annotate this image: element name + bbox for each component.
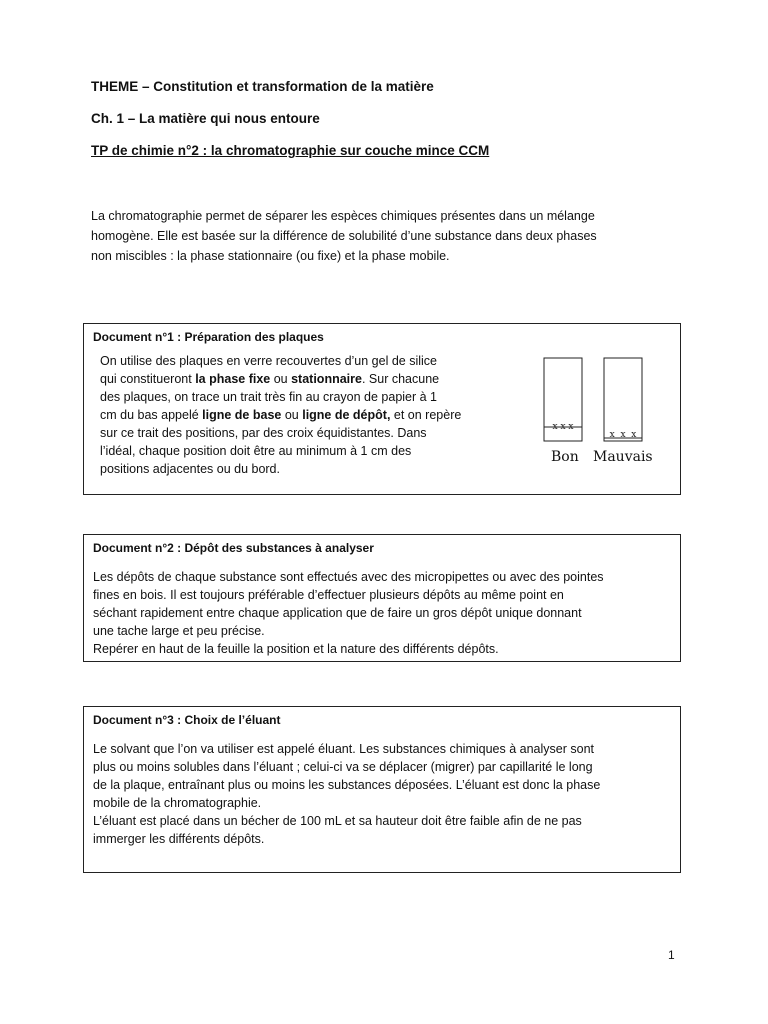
document-3-title: Document n°3 : Choix de l’éluant (93, 713, 281, 727)
document-1-text (100, 352, 461, 478)
text-line (100, 406, 461, 424)
text-span: cm du bas appelé (100, 408, 203, 422)
plates-figure (541, 354, 661, 466)
text-line: l’idéal, chaque position doit être au minimum à 1 cm des (100, 444, 412, 458)
text-line: une tache large et peu précise. (93, 624, 265, 638)
document-3-box (83, 706, 681, 873)
document-2-box (83, 534, 681, 662)
bad-label: Mauvais (593, 449, 653, 465)
text-span: ou (281, 408, 303, 422)
text-line: plus ou moins solubles dans l’éluant ; celui-ci va se déplacer (migrer) par capillarité le long (93, 760, 593, 774)
intro-line: La chromatographie permet de séparer les espèces chimiques présentes dans un mélange (91, 209, 595, 223)
chapter-heading: Ch. 1 – La matière qui nous entoure (91, 111, 320, 126)
theme-heading: THEME – Constitution et transformation de la matière (91, 79, 434, 94)
good-label: Bon (551, 449, 579, 465)
intro-paragraph (91, 206, 681, 266)
text-line: de la plaque, entraînant plus ou moins les substances déposées. L’éluant est donc la phase (93, 778, 601, 792)
text-line: Les dépôts de chaque substance sont effectués avec des micropipettes ou avec des pointes (93, 570, 604, 584)
text-span: . Sur chacune (361, 372, 440, 386)
text-span: qui constitueront (100, 372, 196, 386)
text-line: fines en bois. Il est toujours préférable d’effectuer plusieurs dépôts au même point en (93, 588, 564, 602)
intro-line: non miscibles : la phase stationnaire (ou fixe) et la phase mobile. (91, 249, 450, 263)
text-line: Repérer en haut de la feuille la position et la nature des différents dépôts. (93, 642, 499, 656)
bold-term: ligne de base (202, 408, 282, 422)
document-1-title: Document n°1 : Préparation des plaques (93, 330, 324, 344)
text-line: L’éluant est placé dans un bécher de 100 mL et sa hauteur doit être faible afin de ne pas (93, 814, 582, 828)
bold-term: ligne de dépôt, (302, 408, 391, 422)
page-number: 1 (668, 948, 675, 962)
intro-line: homogène. Elle est basée sur la différence de solubilité d’une substance dans deux phases (91, 229, 597, 243)
text-line: des plaques, on trace un trait très fin au crayon de papier à 1 (100, 390, 438, 404)
tp-title: TP de chimie n°2 : la chromatographie sur couche mince CCM (91, 143, 490, 158)
text-line: On utilise des plaques en verre recouvertes d’un gel de silice (100, 354, 437, 368)
text-line: séchant rapidement entre chaque application que de faire un gros dépôt unique donnant (93, 606, 582, 620)
good-spots: x x x (552, 422, 574, 432)
document-1-box (83, 323, 681, 495)
bold-term: stationnaire (291, 372, 362, 386)
document-3-text (93, 740, 600, 848)
bad-spots: x x x (609, 430, 637, 440)
bad-plate (604, 358, 642, 441)
text-span: et on repère (390, 408, 462, 422)
text-span: ou (270, 372, 292, 386)
text-line: immerger les différents dépôts. (93, 832, 265, 846)
text-line: positions adjacentes ou du bord. (100, 462, 280, 476)
plates-drawing (541, 354, 661, 449)
document-2-title: Document n°2 : Dépôt des substances à analyser (93, 541, 374, 555)
text-line: mobile de la chromatographie. (93, 796, 262, 810)
text-line (100, 370, 461, 388)
bold-term: la phase fixe (195, 372, 271, 386)
text-line: Le solvant que l’on va utiliser est appelé éluant. Les substances chimiques à analyser sont (93, 742, 594, 756)
text-line: sur ce trait des positions, par des croix équidistantes. Dans (100, 426, 427, 440)
document-2-text (93, 568, 604, 658)
